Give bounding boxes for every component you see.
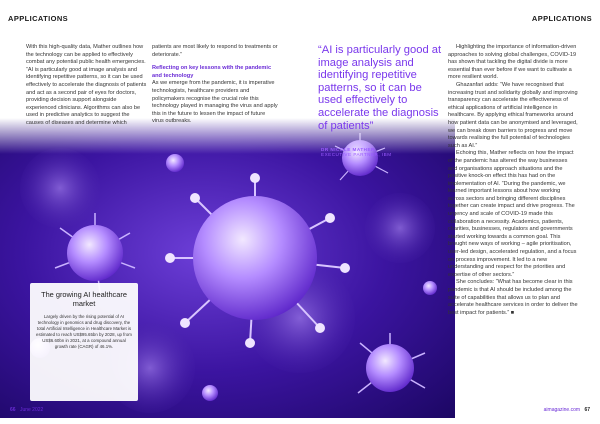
page-number-left: 66	[10, 407, 16, 413]
quote-attribution	[321, 147, 392, 157]
pull-quote: “AI is particularly good at image analysis and identifying repetitive patterns, so it can be used effectively to accelerate the diagnosis of patients”	[318, 44, 442, 132]
market-info-box	[30, 283, 138, 401]
paragraph: Ghazanfari adds: “We have recognised that increasing trust and solidarity globally and improving transparency can accelerate the effectiveness of ethical applications of artificial intelligence in healthcare. By applying ethical frameworks around how patient data can be anonymised and leveraged, we can break down barriers to progress and move towards realising the full potential of technologies such as AI.”	[448, 81, 578, 149]
body-column-3	[448, 44, 578, 317]
paragraph: patients are most likely to respond to treatments or deteriorate.”	[152, 44, 278, 58]
section-header-right: APPLICATIONS	[531, 14, 592, 23]
site-name: aimagazine.com	[543, 407, 581, 413]
quote-author-name: DR NICOLE MATHER	[321, 147, 375, 152]
subheading: Reflecting on key lessons with the pandemic and technology	[152, 65, 272, 79]
box-title: The growing AI healthcare market	[41, 290, 127, 308]
section-header-left: APPLICATIONS	[8, 14, 69, 23]
body-column-1	[26, 44, 147, 128]
paragraph: Echoing this, Mather reflects on how the impact of the pandemic has altered the way businesses and organisations approach situations and the positive knock-on effect this has had on the implementation of AI. “During the pandemic, we learned important lessons about how working across sectors and bringing different disciplines together can create impact and drive progress. The urgency and scale of COVID-19 made this collaboration a necessity. Academics, patients, charities, businesses, regulators and governments started working towards a common goal. This brought new ways of working – agile prioritisation, user-led design, accelerated regulation, and a focus on process improvement. It led to a new understanding and respect for the priorities and expertise of other sectors.”	[448, 150, 577, 278]
issue-date: June 2022	[19, 407, 44, 413]
paragraph: With this high-quality data, Mather outlines how the technology can be applied to effectively combat any potential public health emergencies. “AI is particularly good at image analysis and identifying repetitive patterns, so it can be used effectively to accelerate the diagnosis of patients and act as a second pair of eyes for doctors, providing decision support alongside experienced clinicians. Algorithms can also be used in predictive analytics to suggest the causes of diseases and determine which	[26, 44, 147, 126]
body-column-2	[152, 44, 278, 126]
footer-right	[544, 407, 590, 413]
quote-author-role: EXECUTIVE PARTNER, IBM	[321, 152, 392, 157]
box-body: Largely driven by the rising potential of AI technology in genomics and drug discovery, the total Artificial Intelligence in Healthcare Market is estimated to reach US$95.65bn by 2028, up from US$6.60bn in 2021, at a compound annual growth rate (CAGR) of 46.1%.	[36, 314, 132, 350]
paragraph: As we emerge from the pandemic, it is imperative technologists, healthcare providers and policymakers recognise the crucial role this technology played in managing the virus and apply this in the future to lessen the impact of future virus outbreaks.	[152, 80, 278, 125]
paragraph: Highlighting the importance of information-driven approaches to solving global challenges, COVID-19 has shown that tackling the digital divide is more essential than ever before if we want to cultivate a more resilient world.	[448, 44, 577, 81]
page-number-right: 67	[584, 407, 590, 413]
paragraph: She concludes: “What has become clear in this pandemic is that AI should be included among the suite of capabilities that allows us to plan and accelerate healthcare services in order to deliver the best impact for patients.” ■	[448, 279, 578, 316]
footer-left	[10, 407, 43, 413]
